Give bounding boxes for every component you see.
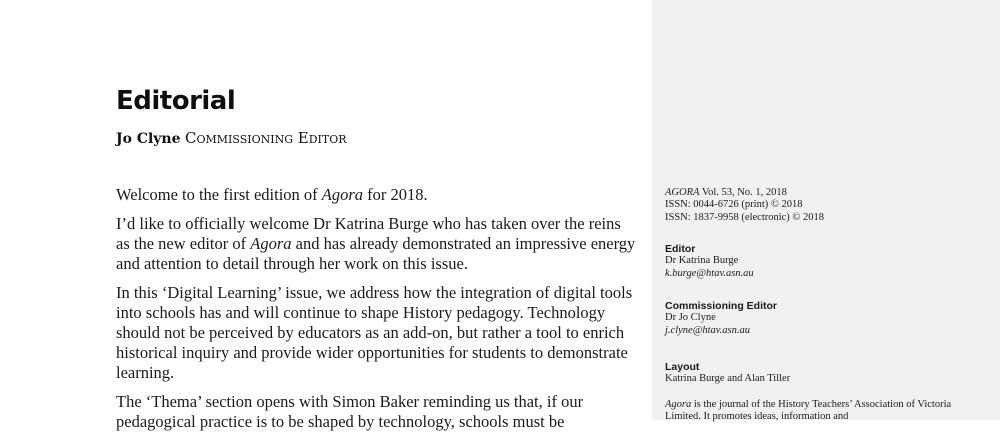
author-name: Jo Clyne [116, 131, 181, 147]
journal-name: Agora [250, 234, 292, 253]
about-line [665, 399, 951, 422]
journal-name: Agora [321, 185, 364, 204]
editor-heading: Editor [665, 243, 696, 255]
issn-electronic: ISSN: 1837-9958 (electronic) © 2018 [665, 211, 825, 223]
paragraph-text: and has already demonstrated an impressive energy and attention to detail through her work on this issue. [116, 234, 636, 273]
layout-heading: Layout [665, 361, 700, 373]
layout-names: Katrina Burge and Alan Tiller [665, 373, 791, 385]
author-role: Commissioning Editor [184, 129, 347, 147]
about-text: is the journal of the History Teachers’ Association of Victoria Limited. It promotes ideas, information and [665, 399, 952, 423]
paragraph [116, 185, 636, 205]
publication-volume: Vol. 53, No. 1, 2018 [701, 187, 787, 198]
commissioning-email[interactable]: j.clyne@htav.asn.au [665, 324, 750, 336]
journal-name: Agora [665, 399, 692, 410]
editor-email[interactable]: k.burge@htav.asn.au [665, 267, 754, 279]
publication-title: AGORA [665, 187, 700, 198]
issn-print: ISSN: 0044-6726 (print) © 2018 [665, 199, 803, 211]
paragraph-text: for 2018. [363, 185, 428, 204]
commissioning-name: Dr Jo Clyne [665, 312, 716, 324]
paragraph-text: Welcome to the first edition of [116, 185, 322, 204]
editorial-body [116, 185, 636, 441]
paragraph: In this ‘Digital Learning’ issue, we address how the integration of digital tools into schools has and will continue to shape History pedagogy. Technology should not be perceived by educators as an add-on, but rather a tool to enrich historical inquiry and provide wider opportunities for students to demonstrate learning. [116, 283, 633, 382]
publication-info [665, 187, 985, 224]
about-block [665, 399, 985, 424]
commissioning-editor-block [665, 300, 985, 337]
commissioning-heading: Commissioning Editor [665, 300, 778, 312]
page-title: Editorial [116, 86, 236, 116]
layout-block [665, 361, 985, 386]
byline [116, 129, 347, 147]
paragraph [116, 214, 636, 274]
publication-line [665, 187, 985, 199]
editor-name: Dr Katrina Burge [665, 255, 739, 267]
paragraph-text: I’d like to officially welcome Dr Katrina Burge who has taken over the reins as the new editor of [116, 214, 621, 253]
paragraph: The ‘Thema’ section opens with Simon Baker reminding us that, if our pedagogical practice is to be shaped by technology, schools must be [116, 392, 584, 431]
editor-block [665, 243, 985, 280]
